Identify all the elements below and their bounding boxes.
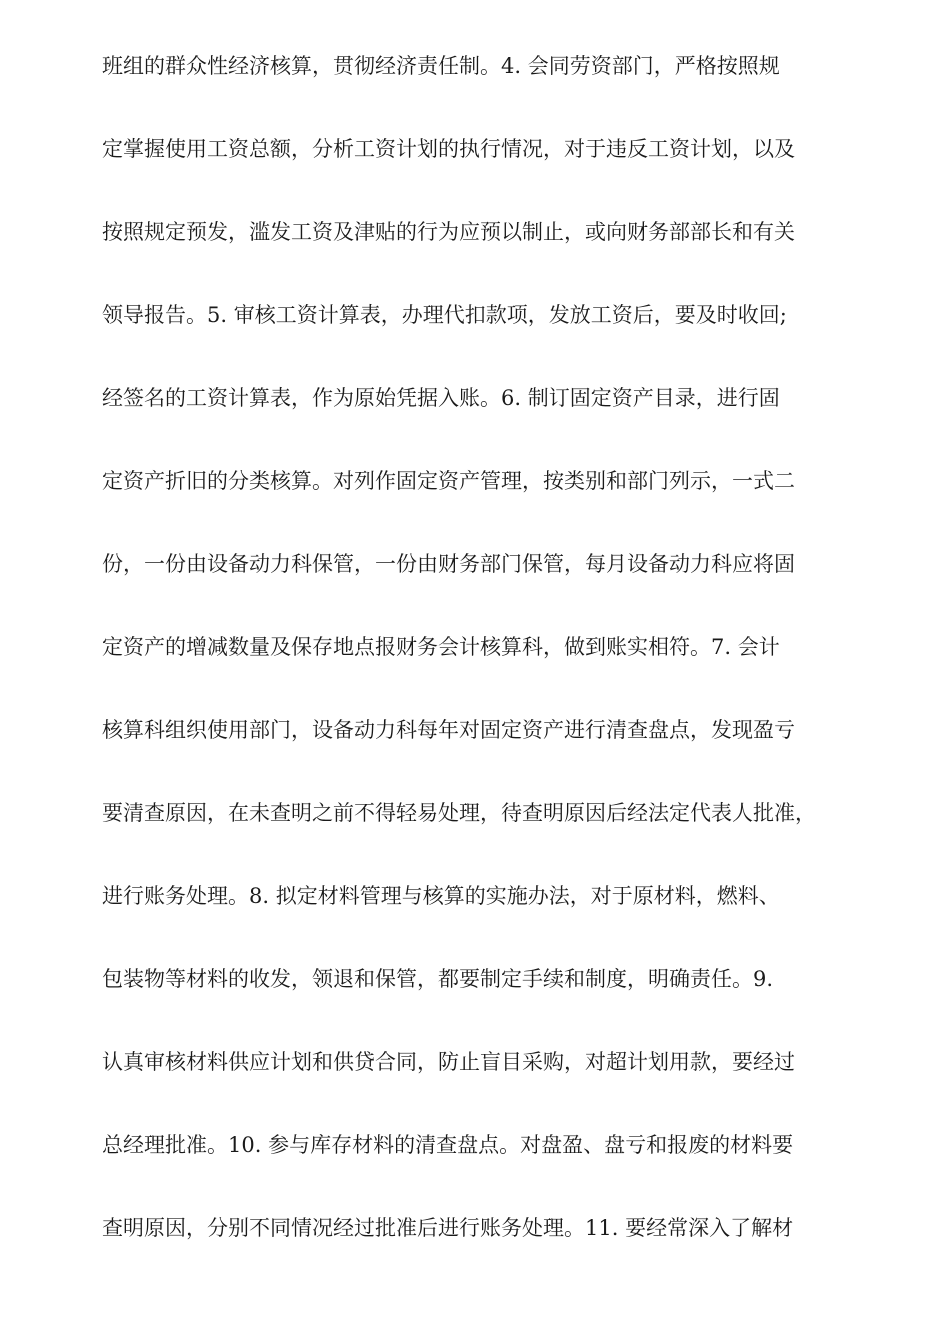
body-text-line: 定资产折旧的分类核算。对列作固定资产管理，按类别和部门列示，一式二 xyxy=(102,469,795,493)
body-text-line: 认真审核材料供应计划和供贷合同，防止盲目采购，对超计划用款，要经过 xyxy=(102,1050,795,1074)
body-text-line: 进行账务处理。8. 拟定材料管理与核算的实施办法，对于原材料，燃料、 xyxy=(102,884,780,908)
body-text-line: 定掌握使用工资总额，分析工资计划的执行情况，对于违反工资计划，以及 xyxy=(102,137,795,161)
body-text-line: 核算科组织使用部门，设备动力科每年对固定资产进行清查盘点，发现盈亏 xyxy=(102,718,795,742)
body-text-line: 要清查原因，在未查明之前不得轻易处理，待查明原因后经法定代表人批准， xyxy=(102,801,816,825)
body-text-line: 领导报告。5. 审核工资计算表，办理代扣款项，发放工资后，要及时收回; xyxy=(102,303,787,327)
body-text-line: 定资产的增减数量及保存地点报财务会计核算科，做到账实相符。7. 会计 xyxy=(102,635,780,659)
body-text-line: 查明原因，分别不同情况经过批准后进行账务处理。11. 要经常深入了解材 xyxy=(102,1216,794,1240)
body-text-line: 份，一份由设备动力科保管，一份由财务部门保管，每月设备动力科应将固 xyxy=(102,552,795,576)
body-text-line: 经签名的工资计算表，作为原始凭据入账。6. 制订固定资产目录，进行固 xyxy=(102,386,780,410)
body-text-line: 按照规定预发，滥发工资及津贴的行为应预以制止，或向财务部部长和有关 xyxy=(102,220,795,244)
body-text-line: 总经理批准。10. 参与库存材料的清查盘点。对盘盈、盘亏和报废的材料要 xyxy=(102,1133,794,1157)
body-text-line: 包装物等材料的收发，领退和保管，都要制定手续和制度，明确责任。9. xyxy=(102,967,774,991)
body-text-line: 班组的群众性经济核算，贯彻经济责任制。4. 会同劳资部门，严格按照规 xyxy=(102,54,780,78)
